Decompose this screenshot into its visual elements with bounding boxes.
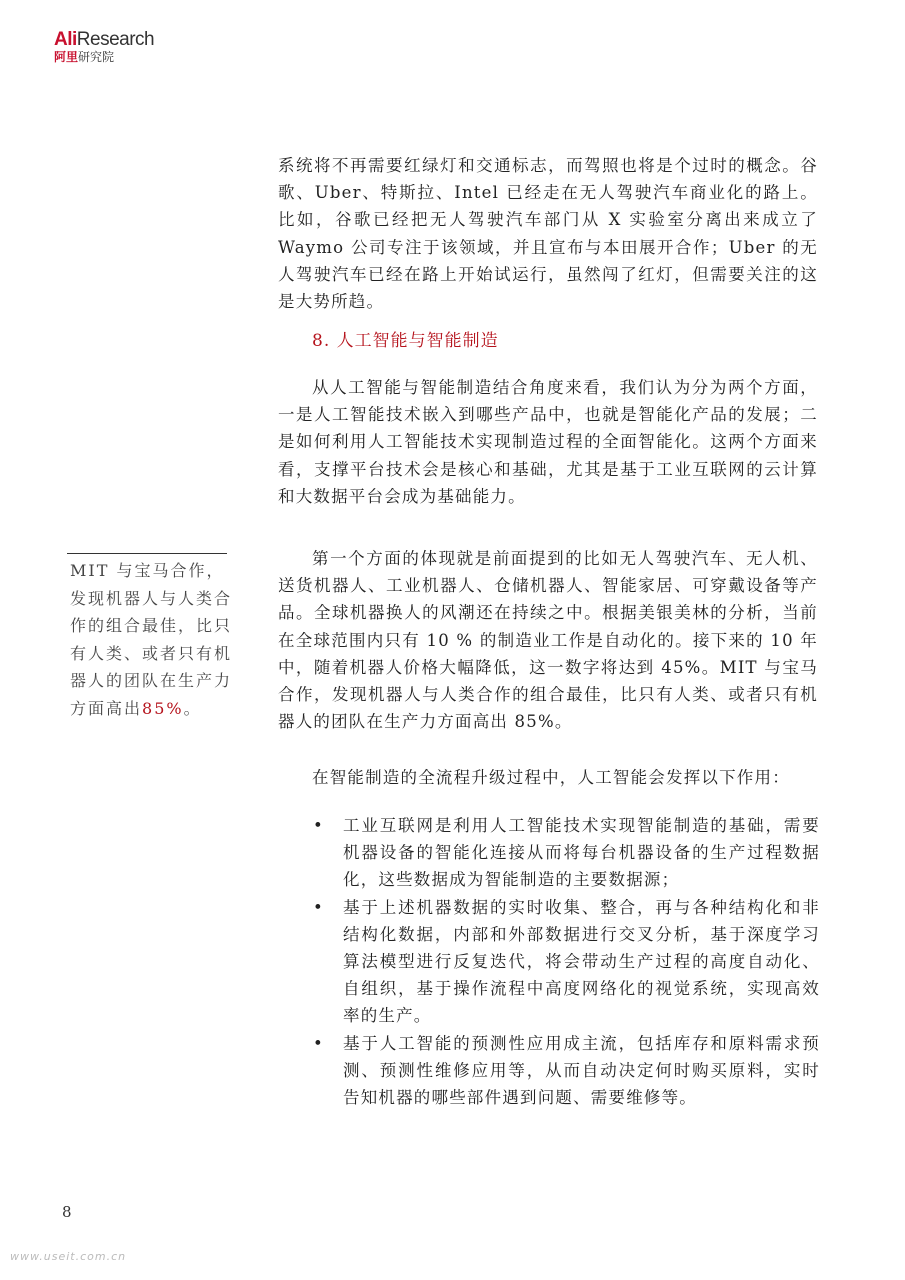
side-note-text: MIT 与宝马合作，发现机器人与人类合作的组合最佳，比只有人类、或者只有机器人的团队在生产力方面高出 bbox=[70, 561, 233, 718]
logo-wordmark bbox=[54, 30, 154, 50]
page-number: 8 bbox=[62, 1203, 72, 1221]
paragraph-first-aspect: 第一个方面的体现就是前面提到的比如无人驾驶汽车、无人机、送货机器人、工业机器人、仓储机器人、智能家居、可穿戴设备等产品。全球机器换人的风潮还在持续之中。根据美银美林的分析，当前在全球范围内只有 10 % 的制造业工作是自动化的。接下来的 10 年中，随着机器人价格大幅降低，这一数字将达到 45%。MIT 与宝马合作，发现机器人与人类合作的组合最佳，比只有人类、或者只有机器人的团队在生产力方面高出 85%。 bbox=[278, 549, 818, 732]
bullet-text: 基于人工智能的预测性应用成主流，包括库存和原料需求预测、预测性维修应用等，从而自动决定何时购买原料，实时告知机器的哪些部件遇到问题、需要维修等。 bbox=[343, 1033, 820, 1108]
bullet-text: 工业互联网是利用人工智能技术实现智能制造的基础，需要机器设备的智能化连接从而将每台机器设备的生产过程数据化，这些数据成为智能制造的主要数据源； bbox=[343, 816, 820, 890]
paragraph-autonomous-driving: 系统将不再需要红绿灯和交通标志，而驾照也将是个过时的概念。谷歌、Uber、特斯拉、Intel 已经走在无人驾驶汽车商业化的路上。比如，谷歌已经把无人驾驶汽车部门从 X 实验室分离出来成立了 Waymo 公司专注于该领域，并且宣布与本田展开合作；Uber 的无人驾驶汽车已经在路上开始试运行，虽然闯了红灯，但需要关注的这是大势所趋。 bbox=[278, 156, 818, 312]
side-note-rule bbox=[67, 553, 227, 554]
list-item bbox=[310, 812, 820, 894]
list-item bbox=[310, 1030, 820, 1112]
list-item bbox=[310, 894, 820, 1030]
side-note-highlight: 85% bbox=[142, 698, 184, 718]
logo-chinese bbox=[54, 50, 154, 64]
paragraph-upgrade-intro: 在智能制造的全流程升级过程中，人工智能会发挥以下作用： bbox=[312, 768, 790, 787]
logo-research: Research bbox=[76, 29, 155, 50]
logo-cn-suffix: 研究院 bbox=[78, 50, 115, 64]
aliresearch-logo bbox=[54, 30, 154, 64]
bullet-marker: • bbox=[313, 1033, 324, 1053]
bullet-text: 基于上述机器数据的实时收集、整合，再与各种结构化和非结构化数据，内部和外部数据进行交叉分析，基于深度学习算法模型进行反复迭代，将会带动生产过程的高度自动化、自组织，基于操作流程中高度网络化的视觉系统，实现高效率的生产。 bbox=[343, 897, 820, 1026]
bullet-list bbox=[310, 812, 820, 1111]
watermark: www.useit.com.cn bbox=[10, 1250, 127, 1263]
logo-cn-brand: 阿里 bbox=[54, 50, 79, 64]
logo-ali: Ali bbox=[54, 29, 77, 50]
side-note-tail: 。 bbox=[183, 698, 202, 718]
paragraph-ai-manufacturing-intro: 从人工智能与智能制造结合角度来看，我们认为分为两个方面，一是人工智能技术嵌入到哪些产品中，也就是智能化产品的发展；二是如何利用人工智能技术实现制造过程的全面智能化。这两个方面来看，支撑平台技术会是核心和基础，尤其是基于工业互联网的云计算和大数据平台会成为基础能力。 bbox=[278, 378, 818, 506]
bullet-marker: • bbox=[313, 897, 324, 917]
bullet-marker: • bbox=[313, 816, 324, 835]
side-note bbox=[70, 557, 235, 722]
section-heading: 8. 人工智能与智能制造 bbox=[312, 331, 499, 351]
